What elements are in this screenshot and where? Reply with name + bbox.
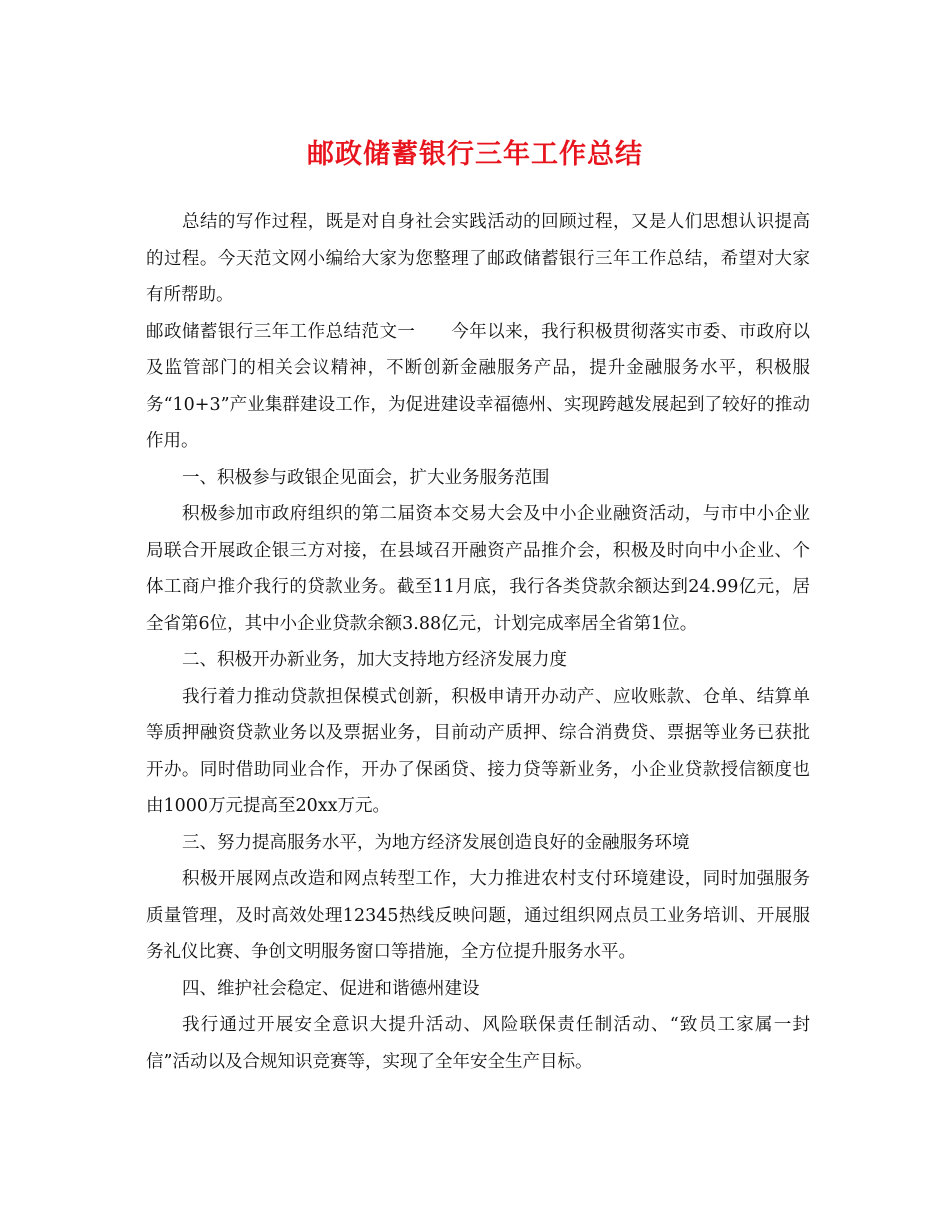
section-body-3: 积极开展网点改造和网点转型工作，大力推进农村支付环境建设，同时加强服务质量管理，及时高效处理12345热线反映问题，通过组织网点员工业务培训、开展服务礼仪比赛、争创文明服务窗口等措施，全方位提升服务水平。 <box>146 869 810 962</box>
section-body-1: 积极参加市政府组织的第二届资本交易大会及中小企业融资活动，与市中小企业局联合开展政企银三方对接，在县域召开融资产品推介会，积极及时向中小企业、个体工商户推介我行的贷款业务。截至11月底，我行各类贷款余额达到24.99亿元，居全省第6位，其中小企业贷款余额3.88亿元，计划完成率居全省第1位。 <box>146 504 810 634</box>
document-title: 邮政储蓄银行三年工作总结 <box>307 139 643 170</box>
section-heading-3: 三、努力提高服务水平，为地方经济发展创造良好的金融服务环境 <box>182 832 690 853</box>
intro-paragraph: 总结的写作过程，既是对自身社会实践活动的回顾过程，又是人们思想认识提高的过程。今天范文网小编给大家为您整理了邮政储蓄银行三年工作总结，希望对大家有所帮助。 <box>146 212 810 305</box>
sample-one-paragraph: 邮政储蓄银行三年工作总结范文一 今年以来，我行积极贯彻落实市委、市政府以及监管部门的相关会议精神，不断创新金融服务产品，提升金融服务水平，积极服务“10+3”产业集群建设工作，为促进建设幸福德州、实现跨越发展起到了较好的推动作用。 <box>146 321 810 451</box>
section-heading-2: 二、积极开办新业务，加大支持地方经济发展力度 <box>182 650 567 670</box>
section-heading-4: 四、维护社会稳定、促进和谐德州建设 <box>182 978 480 999</box>
document-body <box>146 204 810 1080</box>
section-body-2: 我行着力推动贷款担保模式创新，积极申请开办动产、应收账款、仓单、结算单等质押融资贷款业务以及票据业务，目前动产质押、综合消费贷、票据等业务已获批开办。同时借助同业合作，开办了保函贷、接力贷等新业务，小企业贷款授信额度也由1000万元提高至20xx万元。 <box>146 686 810 816</box>
section-body-4: 我行通过开展安全意识大提升活动、风险联保责任制活动、“致员工家属一封信”活动以及合规知识竞赛等，实现了全年安全生产目标。 <box>146 1015 810 1072</box>
section-heading-1: 一、积极参与政银企见面会，扩大业务服务范围 <box>182 467 550 488</box>
